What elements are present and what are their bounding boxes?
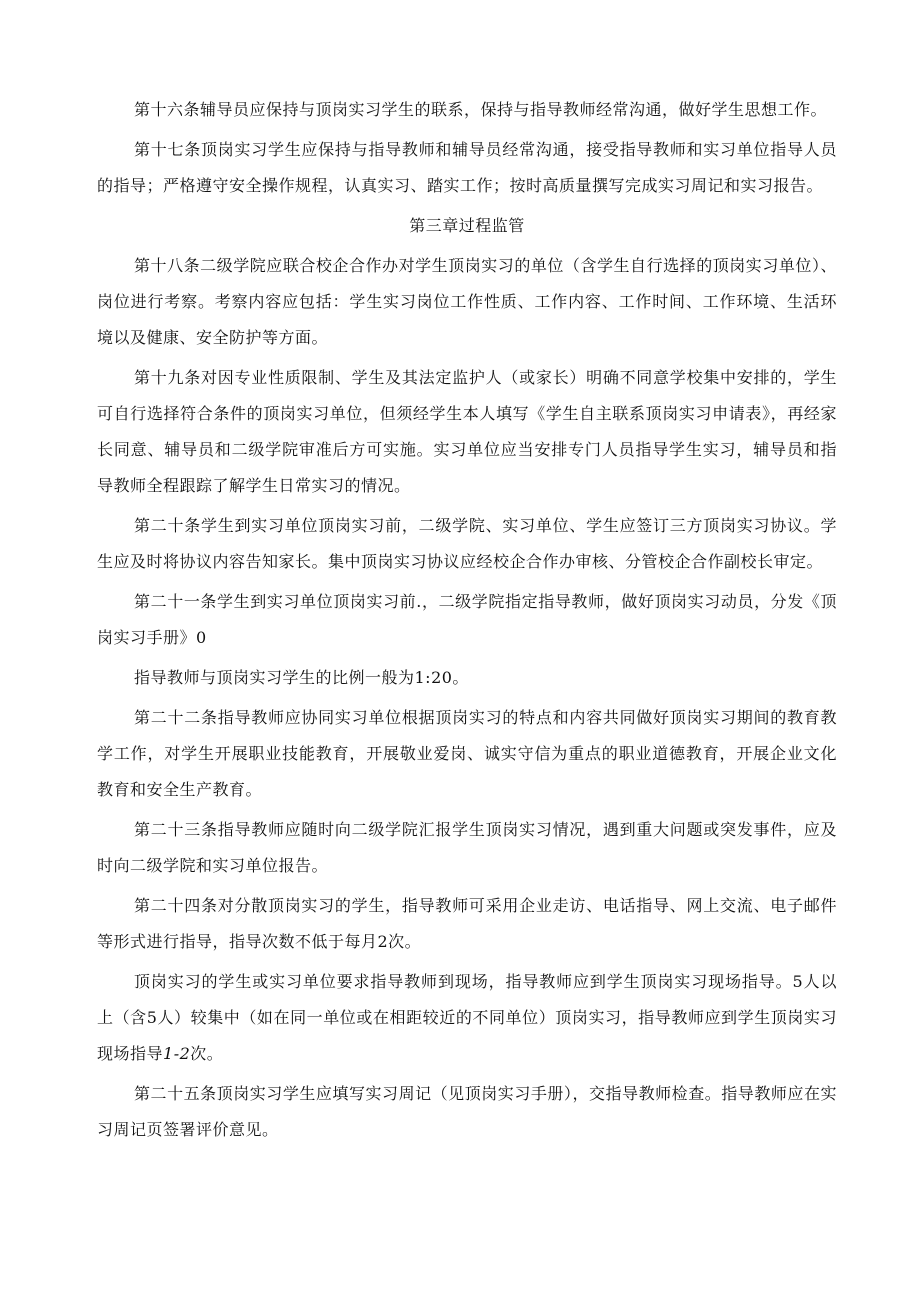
chapter-heading: 第三章过程监管 bbox=[409, 216, 525, 235]
onsite-guidance-text: 顶岗实习的学生或实习单位要求指导教师到现场，指导教师应到学生顶岗实习现场指导。5人以上（含5人）较集中（如在同一单位或在相距较近的不同单位）顶岗实习，指导教师应到学生顶岗实习现场指导 bbox=[97, 972, 837, 1063]
article-23: 第二十三条指导教师应随时向二级学院汇报学生顶岗实习情况，遇到重大问题或突发事件，应及时向二级学院和实习单位报告。 bbox=[97, 820, 837, 875]
article-18: 第十八条二级学院应联合校企合作办对学生顶岗实习的单位（含学生自行选择的顶岗实习单位）、岗位进行考察。考察内容应包括：学生实习岗位工作性质、工作内容、工作时间、工作环境、生活环境以及健康、安全防护等方面。 bbox=[97, 256, 837, 347]
document-page bbox=[97, 92, 837, 1152]
article-19: 第十九条对因专业性质限制、学生及其法定监护人（或家长）明确不同意学校集中安排的，学生可自行选择符合条件的顶岗实习单位，但须经学生本人填写《学生自主联系顶岗实习申请表》，再经家长同意、辅导员和二级学院审准后方可实施。实习单位应当安排专门人员指导学生实习，辅导员和指导教师全程跟踪了解学生日常实习的情况。 bbox=[97, 368, 837, 495]
article-21: 第二十一条学生到实习单位顶岗实习前.，二级学院指定指导教师，做好顶岗实习动员，分发《顶岗实习手册》0 bbox=[97, 592, 837, 647]
article-16: 第十六条辅导员应保持与顶岗实习学生的联系，保持与指导教师经常沟通，做好学生思想工作。 bbox=[134, 100, 828, 119]
onsite-guidance bbox=[97, 964, 837, 1072]
article-20: 第二十条学生到实习单位顶岗实习前，二级学院、实习单位、学生应签订三方顶岗实习协议。学生应及时将协议内容告知家长。集中顶岗实习协议应经校企合作办审核、分管校企合作副校长审定。 bbox=[97, 516, 837, 571]
teacher-ratio: 指导教师与顶岗实习学生的比例一般为1:20。 bbox=[134, 668, 469, 687]
article-22: 第二十二条指导教师应协同实习单位根据顶岗实习的特点和内容共同做好顶岗实习期间的教育教学工作，对学生开展职业技能教育，开展敬业爱岗、诚实守信为重点的职业道德教育，开展企业文化教育和安全生产教育。 bbox=[97, 708, 837, 799]
article-25: 第二十五条顶岗实习学生应填写实习周记（见顶岗实习手册），交指导教师检查。指导教师应在实习周记页签署评价意见。 bbox=[97, 1084, 837, 1139]
onsite-guidance-suffix: 次。 bbox=[190, 1044, 224, 1063]
article-17: 第十七条顶岗实习学生应保持与指导教师和辅导员经常沟通，接受指导教师和实习单位指导人员的指导；严格遵守安全操作规程，认真实习、踏实工作；按时高质量撰写完成实习周记和实习报告。 bbox=[97, 140, 837, 195]
onsite-guidance-count: 1-2 bbox=[163, 1044, 191, 1063]
article-24: 第二十四条对分散顶岗实习的学生，指导教师可采用企业走访、电话指导、网上交流、电子邮件等形式进行指导，指导次数不低于每月2次。 bbox=[97, 896, 837, 951]
